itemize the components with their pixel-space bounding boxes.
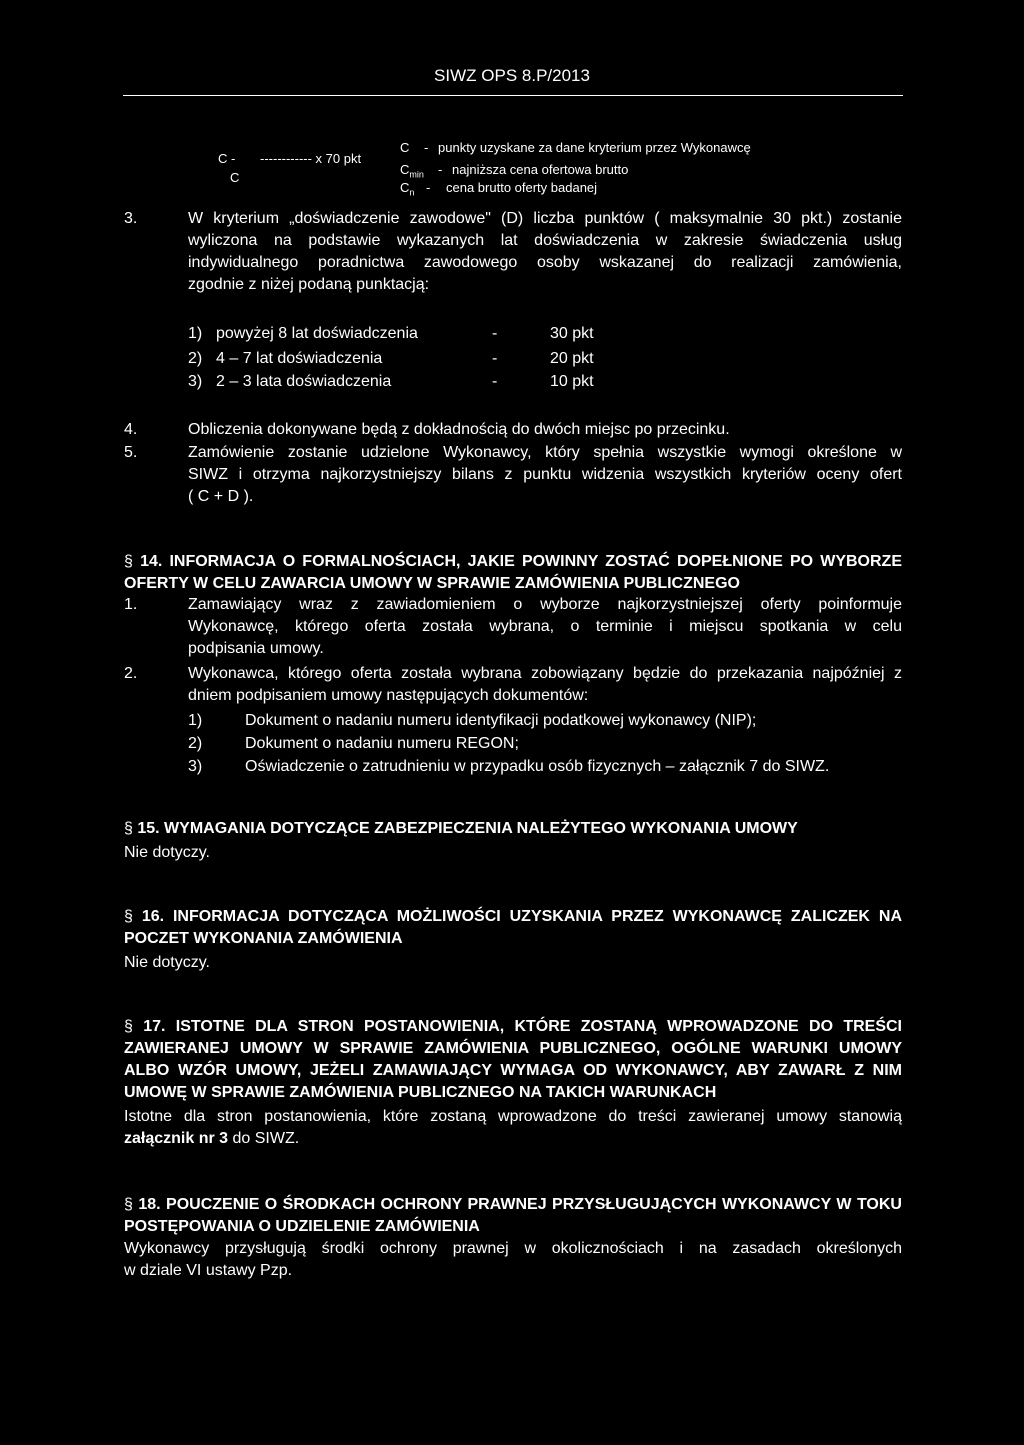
heading-line: 17. ISTOTNE DLA STRON POSTANOWIENIA, KTÓRE ZOSTANĄ WPROWADZONE DO TREŚCI xyxy=(143,1018,903,1035)
paragraph-line xyxy=(124,1128,902,1150)
doc-text: Oświadczenie o zatrudnieniu w przypadku osób fizycznych – załącznik 7 do SIWZ. xyxy=(245,758,830,775)
point-dash: - xyxy=(492,350,498,367)
section-sign: § xyxy=(124,820,133,837)
point-value: 20 pkt xyxy=(550,350,594,367)
section-heading xyxy=(124,818,902,840)
point-dash: - xyxy=(492,325,498,342)
paragraph: Nie dotyczy. xyxy=(124,844,210,861)
formula-def-text: najniższa cena ofertowa brutto xyxy=(452,162,629,177)
paragraph-line: zgodnie z niżej podaną punktacją: xyxy=(188,276,430,293)
item-number: 1. xyxy=(124,596,138,613)
header-rule xyxy=(123,95,903,96)
formula-dashes: ------------ x 70 pkt xyxy=(260,151,362,166)
heading-line: 14. INFORMACJA O FORMALNOŚCIACH, JAKIE POWINNY ZOSTAĆ DOPEŁNIONE PO WYBORZE xyxy=(140,553,902,570)
formula-def-cmin: $C_{min}$ xyxy=(400,162,424,180)
paragraph-line: Wykonawcę, którego oferta została wybrana, o terminie i miejscu spotkania w celu xyxy=(188,618,902,635)
doc-num: 3) xyxy=(188,758,203,775)
formula-def-dash: - xyxy=(438,162,443,177)
point-num: 3) xyxy=(188,373,203,390)
paragraph-line: SIWZ i otrzyma najkorzystniejszy bilans z punktu widzenia wszystkich kryteriów oceny ofert xyxy=(188,466,902,483)
attachment-ref: załącznik nr 3 xyxy=(124,1130,229,1147)
heading-line: OFERTY W CELU ZAWARCIA UMOWY W SPRAWIE ZAMÓWIENIA PUBLICZNEGO xyxy=(124,575,740,592)
paragraph-line: Zamówienie zostanie udzielone Wykonawcy, który spełnia wszystkie wymogi określone w xyxy=(188,444,902,461)
section-sign: § xyxy=(124,1018,133,1035)
item-number: 5. xyxy=(124,444,138,461)
formula-def-text: cena brutto oferty badanej xyxy=(446,180,598,195)
point-label: powyżej 8 lat doświadczenia xyxy=(216,325,418,342)
doc-text: Dokument o nadaniu numeru REGON; xyxy=(245,735,519,752)
paragraph-line: wyliczona na podstawie wykazanych lat doświadczenia w zakresie świadczenia usług xyxy=(188,232,902,249)
section-heading xyxy=(124,906,902,950)
paragraph xyxy=(188,442,902,508)
heading-line: ALBO WZÓR UMOWY, JEŻELI ZAMAWIAJĄCY WYMAGA OD WYKONAWCY, ABY ZAWARŁ Z NIM xyxy=(124,1062,902,1079)
doc-num: 1) xyxy=(188,712,203,729)
section-sign: § xyxy=(124,908,133,925)
paragraph: Obliczenia dokonywane będą z dokładnością do dwóch miejsc po przecinku. xyxy=(188,421,730,438)
paragraph: Nie dotyczy. xyxy=(124,954,210,971)
heading-line: 18. POUCZENIE O ŚRODKACH OCHRONY PRAWNEJ PRZYSŁUGUJĄCYCH WYKONAWCY W TOKU xyxy=(138,1196,902,1213)
paragraph xyxy=(188,208,902,296)
point-value: 10 pkt xyxy=(550,373,594,390)
paragraph-line: w dziale VI ustawy Pzp. xyxy=(124,1262,293,1279)
item-number: 4. xyxy=(124,421,138,438)
header-title: SIWZ OPS 8.P/2013 xyxy=(434,66,590,85)
paragraph-line: ( C + D ). xyxy=(188,488,254,505)
paragraph-line: W kryterium „doświadczenie zawodowe" (D) liczba punktów ( maksymalnie 30 pkt.) zostanie xyxy=(188,210,902,227)
item-number: 2. xyxy=(124,665,138,682)
doc-text: Dokument o nadaniu numeru identyfikacji podatkowej wykonawcy (NIP); xyxy=(245,712,757,729)
point-num: 1) xyxy=(188,325,203,342)
paragraph xyxy=(124,1106,902,1150)
section-sign: § xyxy=(124,1196,133,1213)
point-label: 4 – 7 lat doświadczenia xyxy=(216,350,383,367)
formula-def-dash: - xyxy=(424,140,429,155)
point-num: 2) xyxy=(188,350,203,367)
paragraph-line: podpisania umowy. xyxy=(188,640,324,657)
heading-line: POSTĘPOWANIA O UDZIELENIE ZAMÓWIENIA xyxy=(124,1218,480,1235)
formula-left-c: C - xyxy=(218,151,236,166)
point-dash: - xyxy=(492,373,498,390)
formula-def-c: C xyxy=(400,140,410,155)
paragraph-line: Wykonawcy przysługują środki ochrony prawnej w okolicznościach i na zasadach określonych xyxy=(124,1240,902,1257)
paragraph-line: Wykonawca, którego oferta została wybrana zobowiązany będzie do przekazania najpóźniej z xyxy=(188,665,902,682)
heading-line: UMOWĘ W SPRAWIE ZAMÓWIENIA PUBLICZNEGO NA TAKICH WARUNKACH xyxy=(124,1084,717,1101)
doc-num: 2) xyxy=(188,735,203,752)
heading-line: 16. INFORMACJA DOTYCZĄCA MOŻLIWOŚCI UZYSKANIA PRZEZ WYKONAWCĘ ZALICZEK NA xyxy=(141,908,902,925)
paragraph xyxy=(188,594,902,660)
section-heading xyxy=(124,1016,902,1104)
formula-def-cn: $C_n$ xyxy=(400,180,415,198)
paragraph xyxy=(124,1238,902,1282)
section-sign: § xyxy=(124,553,133,570)
item-number: 3. xyxy=(124,210,138,227)
formula-lower-c: C xyxy=(230,170,240,185)
formula-def-dash: - xyxy=(426,180,431,195)
point-value: 30 pkt xyxy=(550,325,594,342)
paragraph-line: Istotne dla stron postanowienia, które zostaną wprowadzone do treści zawieranej umowy stanowią xyxy=(124,1108,902,1125)
paragraph-line: dniem podpisaniem umowy następujących dokumentów: xyxy=(188,687,589,704)
paragraph xyxy=(188,663,902,707)
heading-line: ZAWIERANEJ UMOWY W SPRAWIE ZAMÓWIENIA PUBLICZNEGO, OGÓLNE WARUNKI UMOWY xyxy=(124,1040,902,1057)
section-heading xyxy=(124,551,902,595)
paragraph-line: Zamawiający wraz z zawiadomieniem o wyborze najkorzystniejszej oferty poinformuje xyxy=(188,596,902,613)
section-heading xyxy=(124,1194,902,1238)
paragraph-line: indywidualnego poradnictwa zawodowego osoby wskazanej do realizacji zamówienia, xyxy=(188,254,902,271)
paragraph-text: do SIWZ. xyxy=(228,1130,300,1147)
heading-line: 15. WYMAGANIA DOTYCZĄCE ZABEZPIECZENIA NALEŻYTEGO WYKONANIA UMOWY xyxy=(137,820,798,837)
point-label: 2 – 3 lata doświadczenia xyxy=(216,373,392,390)
heading-line: POCZET WYKONANIA ZAMÓWIENIA xyxy=(124,930,403,947)
formula-def-text: punkty uzyskane za dane kryterium przez Wykonawcę xyxy=(438,140,751,155)
